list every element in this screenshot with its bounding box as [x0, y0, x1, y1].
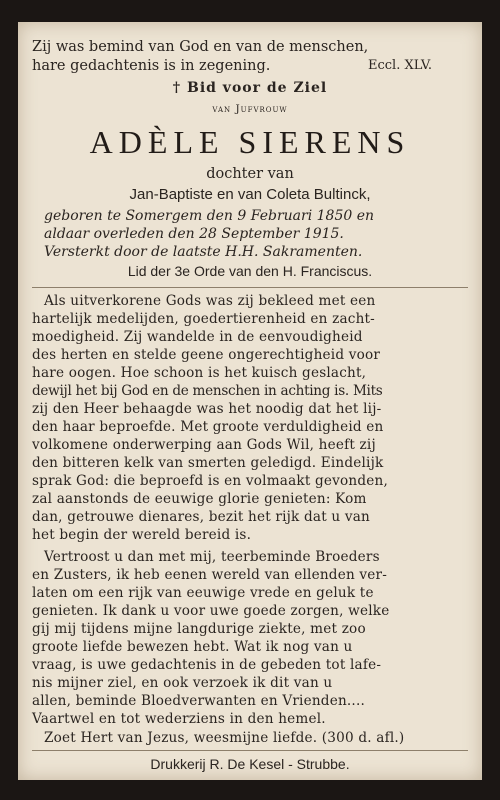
- p1-line: sprak God: die beproefd is en volmaakt gevonden,: [32, 473, 389, 489]
- honorific: van Jufvrouw: [212, 103, 288, 115]
- p1-line: dewijl het bij God en de menschen in achting is. Mits: [32, 383, 383, 399]
- death-line: aldaar overleden den 28 September 1915.: [44, 226, 344, 242]
- prayer-request: † Bid voor de Ziel: [172, 80, 328, 96]
- p1-line: hare oogen. Hoe schoon is het kuisch geslacht,: [32, 365, 367, 381]
- divider-top: [32, 287, 468, 288]
- epigraph-line-2: hare gedachtenis is in zegening.: [32, 58, 271, 74]
- divider-bottom: [32, 750, 468, 751]
- p1-line: Als uitverkorene Gods was zij bekleed met een: [44, 293, 376, 309]
- p1-line: zij den Heer behaagde was het noodig dat het lij-: [32, 401, 382, 417]
- p2-line: nis mijner ziel, en ook verzoek ik dit van u: [32, 675, 333, 691]
- birth-line: geboren te Somergem den 9 Februari 1850 en: [44, 208, 375, 224]
- p2-line: groote liefde bewezen hebt. Wat ik nog van u: [32, 639, 353, 655]
- p1-line: het begin der wereld bereid is.: [32, 527, 252, 543]
- p2-line: en Zusters, ik heb eenen wereld van ellenden ver-: [32, 567, 388, 583]
- p2-line: genieten. Ik dank u voor uwe goede zorgen, welke: [32, 603, 390, 619]
- p2-line: Vertroost u dan met mij, teerbeminde Broeders: [44, 549, 380, 565]
- p2-line: gij mij tijdens mijne langdurige ziekte, met zoo: [32, 621, 366, 637]
- sacraments-line: Versterkt door de laatste H.H. Sakramenten.: [44, 244, 363, 260]
- p2-line: Vaartwel en tot wederziens in den hemel.: [32, 711, 326, 727]
- p1-line: den haar beproefde. Met groote verduldigheid en: [32, 419, 384, 435]
- p1-line: zal aanstonds de eeuwige glorie genieten: Kom: [32, 491, 367, 507]
- p1-line: den bitteren kelk van smerten geledigd. Eindelijk: [32, 455, 384, 471]
- closing-invocation: Zoet Hert van Jezus, weesmijne liefde. (300 d. afl.): [44, 730, 405, 746]
- daughter-of: dochter van: [206, 166, 294, 182]
- epigraph-line-1: Zij was bemind van God en van de menschen,: [32, 39, 369, 55]
- p1-line: hartelijk medelijden, goedertierenheid en zacht-: [32, 311, 375, 327]
- parents-names: Jan-Baptiste en van Coleta Bultinck,: [129, 186, 371, 203]
- p2-line: allen, beminde Bloedverwanten en Vrienden....: [32, 693, 365, 709]
- deceased-name: ADÈLE SIERENS: [89, 124, 411, 160]
- p2-line: vraag, is uwe gedachtenis in de gebeden tot lafe-: [32, 657, 382, 673]
- p1-line: dan, getrouwe dienares, bezit het rijk dat u van: [32, 509, 371, 525]
- order-line: Lid der 3e Orde van den H. Franciscus.: [127, 263, 373, 279]
- memorial-card: [18, 22, 482, 780]
- printer-credit: Drukkerij R. De Kesel - Strubbe.: [150, 756, 350, 772]
- p1-line: volkomene onderwerping aan Gods Wil, heeft zij: [32, 437, 376, 453]
- p1-line: des herten en stelde geene ongerechtigheid voor: [32, 347, 381, 363]
- p1-line: moedigheid. Zij wandelde in de eenvoudigheid: [32, 329, 363, 345]
- epigraph-reference: Eccl. XLV.: [368, 58, 433, 73]
- p2-line: laten om een rijk van eeuwige vrede en geluk te: [32, 585, 374, 601]
